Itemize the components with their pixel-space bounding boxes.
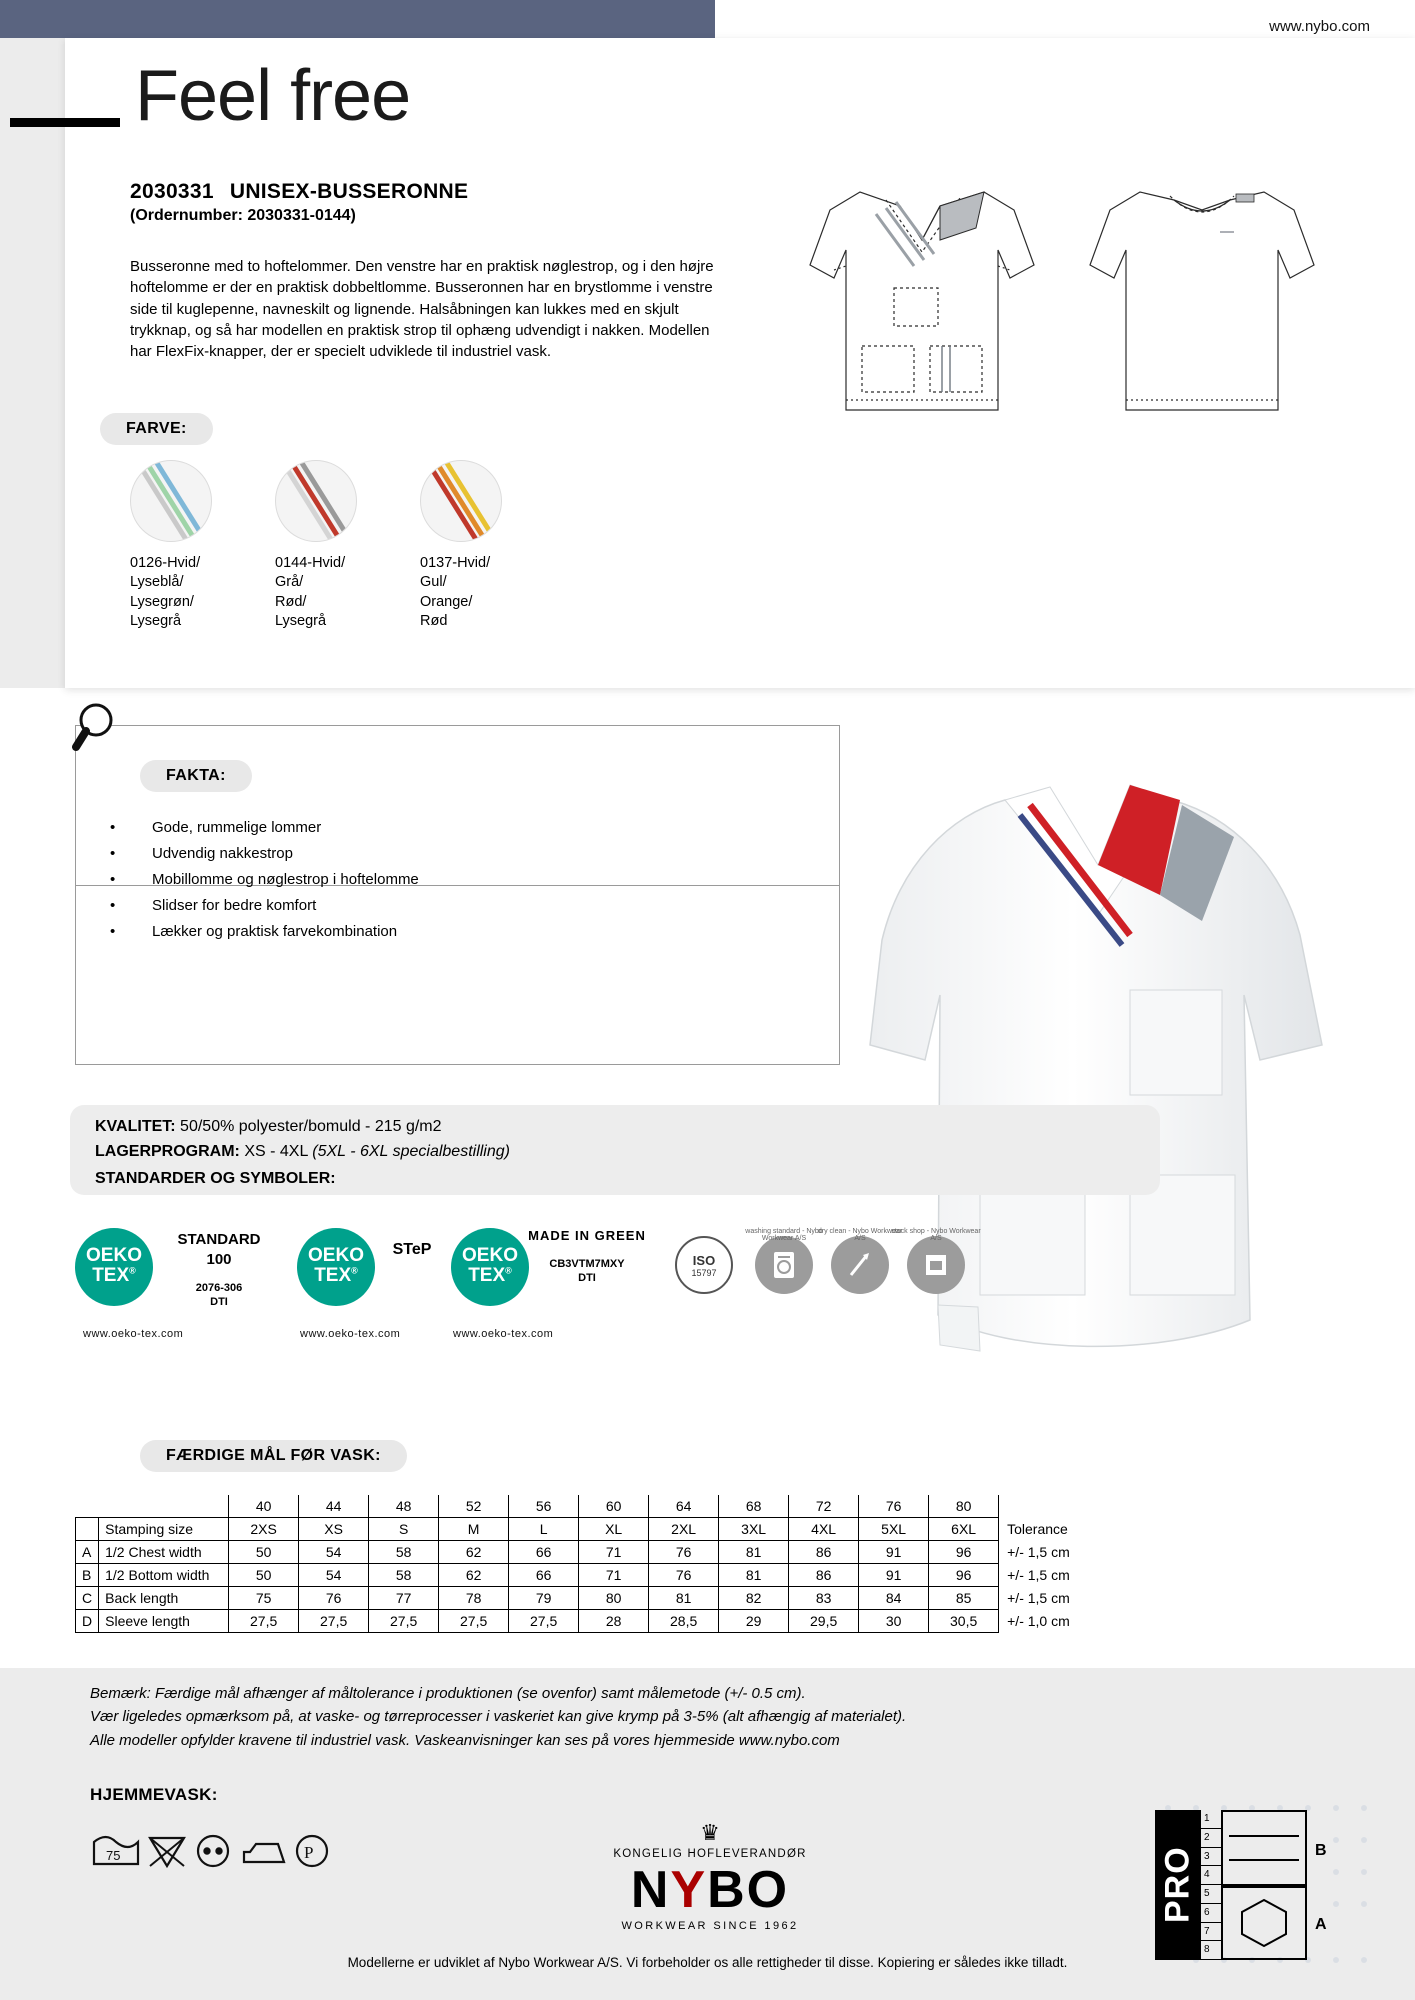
color-swatch-item[interactable] [130,460,235,631]
table-cell-value: 80 [579,1587,649,1610]
technical-drawing-back [1070,170,1330,440]
stock-shop-icon [907,1236,965,1294]
table-cell-rowletter: B [76,1564,99,1587]
colors-heading: FARVE: [100,413,213,445]
wash-care-icons [88,1820,338,1880]
table-cell-value: 28 [579,1610,649,1633]
logo-dash [10,118,120,127]
table-cell-tolerance: +/- 1,5 cm [1007,1567,1070,1583]
fakta-item-label: Slidser for bedre komfort [152,896,317,914]
standarder-label: STANDARDER OG SYMBOLER: [95,1170,336,1187]
fakta-item: • Lækker og praktisk farvekombination [110,922,398,940]
dry-clean-icon [831,1236,889,1294]
table-row [76,1541,1077,1564]
product-name: UNISEX-BUSSERONNE [229,180,469,203]
washing-machine-icon [755,1236,813,1294]
brand-part-1: N [630,1861,671,1919]
remark-line-2: Vær ligeledes opmærksom på, at vaske- og tørreprocesser i vaskeriet kan give krymp på 3-5% (alt afhængig af materialet). [90,1708,907,1726]
step-label: STeP [392,1241,432,1258]
table-cell-empty [999,1495,1077,1518]
made-in-green-label: MADE IN GREEN [528,1228,646,1243]
table-cell-value: 76 [299,1587,369,1610]
table-cell-size-number: 56 [509,1495,579,1518]
color-line: Rød [420,612,448,629]
oeko-tex-icon-2 [297,1228,375,1306]
table-cell-value: 54 [299,1564,369,1587]
nybo-logo [590,1820,830,1932]
measurements-heading: FÆRDIGE MÅL FØR VASK: [140,1440,407,1472]
table-cell-value: 71 [579,1564,649,1587]
pro-number: 8 [1201,1941,1221,1960]
lager-value: XS - 4XL [244,1143,308,1160]
standards-logo-row [75,1220,981,1340]
made-in-green-dti: DTI [578,1272,596,1285]
iso-15797-icon [675,1236,733,1294]
table-row [76,1587,1077,1610]
top-dark-bar [0,0,715,38]
oeko-tex-icon-3 [451,1228,529,1306]
oeko-line2: TEX® [468,1264,512,1286]
table-cell-value: 81 [649,1587,719,1610]
table-cell-value: 85 [929,1587,999,1610]
iso-number: 15797 [691,1267,717,1278]
oeko-line2: TEX® [314,1264,358,1286]
table-cell-value: 27,5 [229,1610,299,1633]
table-cell-rowletter [76,1518,99,1541]
made-in-green-code: CB3VTM7MXY [549,1257,625,1270]
quality-line [95,1170,336,1188]
nybo-brand-name [590,1861,830,1919]
quality-line [95,1118,442,1136]
table-cell-value: 27,5 [299,1610,369,1633]
table-cell-value: 96 [929,1564,999,1587]
color-swatch-0126[interactable] [130,460,212,542]
technical-drawing-front [790,170,1050,440]
table-cell-value: 50 [229,1564,299,1587]
table-cell-stamping: 3XL [719,1518,789,1541]
table-cell-value: 77 [369,1587,439,1610]
fakta-item: • Mobillomme og nøglestrop i hoftelomme [110,870,419,888]
table-cell-size-number: 68 [719,1495,789,1518]
pro-word: PRO [1155,1810,1201,1960]
made-in-green-text [527,1228,647,1285]
brand-part-accent: Y [670,1861,708,1919]
table-cell-value: 91 [859,1564,929,1587]
table-cell-label: Back length [99,1587,229,1610]
table-cell-label: 1/2 Bottom width [99,1564,229,1587]
product-number: 2030331 [130,180,214,203]
remark-line-1: Bemærk: Færdige mål afhænger af måltolerance i produktionen (se ovenfor) samt målemetode (+/- 0.5 cm). [90,1685,806,1702]
pro-number: 6 [1201,1904,1221,1923]
table-cell-value: 28,5 [649,1610,719,1633]
pro-number-column [1201,1810,1221,1960]
table-cell-label: 1/2 Chest width [99,1541,229,1564]
table-cell-size-number: 60 [579,1495,649,1518]
table-cell-stamping: XS [299,1518,369,1541]
table-cell-stamping: XL [579,1518,649,1541]
table-cell-value: 29 [719,1610,789,1633]
standard-code: 2076-306 [195,1282,243,1294]
oeko-line1: OEKO [86,1245,142,1266]
color-line: Rød/ [275,593,307,610]
color-line: Lysegrøn/ [130,593,194,610]
color-line: Lyseblå/ [130,574,184,591]
color-code: 0144-Hvid/ [275,555,346,571]
table-cell-stamping: 2XL [649,1518,719,1541]
table-cell-value: 78 [439,1587,509,1610]
color-swatch-item[interactable] [420,460,525,631]
color-line: Lysegrå [275,612,327,629]
color-label-0126 [130,554,235,631]
table-cell-rowletter: D [76,1610,99,1633]
oeko-line1: OEKO [462,1245,518,1266]
table-cell-value: 50 [229,1541,299,1564]
stock-shop-icon-caption: stock shop - Nybo Workwear A/S [891,1228,981,1242]
table-row [76,1564,1077,1587]
kvalitet-label: KVALITET: [95,1118,176,1135]
table-cell-stamping: 2XS [229,1518,299,1541]
oeko-url-2: www.oeko-tex.com [300,1328,401,1340]
svg-text:P: P [304,1843,314,1862]
table-cell-value: 86 [789,1541,859,1564]
table-cell-value: 71 [579,1541,649,1564]
table-cell-value: 27,5 [439,1610,509,1633]
fakta-heading-pill [140,760,252,792]
table-cell-value: 27,5 [369,1610,439,1633]
table-cell-label: Sleeve length [99,1610,229,1633]
fakta-item: • Udvendig nakkestrop [110,844,293,862]
table-cell-stamping: S [369,1518,439,1541]
pro-label-a: A [1315,1916,1327,1933]
table-cell-empty [76,1495,99,1518]
product-photo [830,745,1390,1415]
magnifier-icon [72,700,132,760]
crown-icon: ♛ [700,1820,720,1845]
table-cell-value: 86 [789,1564,859,1587]
table-cell-value: 91 [859,1541,929,1564]
table-cell-stamping-label: Stamping size [99,1518,229,1541]
pro-label-b: B [1315,1842,1327,1859]
color-swatch-list [130,460,525,631]
table-cell-value: 96 [929,1541,999,1564]
standard-dti: DTI [210,1296,228,1309]
table-row-top-numbers [76,1495,1077,1518]
oeko-tex-icon-1 [75,1228,153,1306]
measurements-table [75,1495,1077,1633]
footer-note: Modellerne er udviklet af Nybo Workwear A/S. Vi forbeholder os alle rettigheder til disse. Kopiering er således ikke tilladt. [347,1955,1068,1970]
table-cell-value: 27,5 [509,1610,579,1633]
kvalitet-value: 50/50% polyester/bomuld - 215 g/m2 [180,1118,442,1135]
table-cell-tolerance: +/- 1,5 cm [1007,1590,1070,1606]
fakta-item: • Slidser for bedre komfort [110,896,317,914]
table-cell-value: 62 [439,1564,509,1587]
table-cell-empty [99,1495,229,1518]
measurements-heading-pill [140,1440,407,1472]
color-swatch-0144[interactable] [275,460,357,542]
fakta-list [110,815,419,945]
table-cell-value: 29,5 [789,1610,859,1633]
table-cell-size-number: 40 [229,1495,299,1518]
table-cell-stamping: 6XL [929,1518,999,1541]
color-swatch-item[interactable] [275,460,380,631]
table-cell-value: 62 [439,1541,509,1564]
fakta-item-label: Gode, rummelige lommer [152,819,322,836]
color-line: Lysegrå [130,612,182,629]
table-cell-value: 75 [229,1587,299,1610]
table-cell-size-number: 44 [299,1495,369,1518]
brand-title: Feel free [135,56,411,136]
table-cell-rowletter: A [76,1541,99,1564]
table-cell-size-number: 80 [929,1495,999,1518]
table-cell-value: 79 [509,1587,579,1610]
table-cell-value: 76 [649,1564,719,1587]
pro-number: 5 [1201,1885,1221,1904]
product-description: Busseronne med to hoftelommer. Den venstre har en praktisk nøglestrop, og i den højre hoftelomme er der en praktisk dobbeltlomme. Busseronnen har en brystlomme i venstre side til kuglepenne, navneskilt og lignende. Halsåbningen kan lukkes med en skjult trykknap, og så har modellen en praktisk strop til ophæng udvendigt i nakken. Modellen har FlexFix-knapper, der er specielt udviklede til industriel vask. [130,258,714,361]
washing-icon-caption: washing standard - Nybo Workwear A/S [745,1228,823,1242]
standard-100-text [159,1230,279,1310]
table-cell-value: 54 [299,1541,369,1564]
table-cell-value: 58 [369,1564,439,1587]
table-cell-value: 30 [859,1610,929,1633]
table-cell-stamping: 5XL [859,1518,929,1541]
color-code: 0137-Hvid/ [420,555,491,571]
color-label-0137 [420,554,525,631]
color-line: Gul/ [420,574,447,591]
fakta-item-label: Mobillomme og nøglestrop i hoftelomme [152,870,419,888]
fakta-item-label: Udvendig nakkestrop [152,844,293,862]
table-cell-value: 66 [509,1564,579,1587]
brand-part-2: BO [707,1861,790,1919]
table-cell-value: 81 [719,1541,789,1564]
table-cell-tolerance: +/- 1,0 cm [1007,1613,1070,1629]
remark-band [0,1668,1415,1760]
standard-100: 100 [206,1250,232,1268]
remark-line-3: Alle modeller opfylder kravene til industriel vask. Vaskeanvisninger kan ses på vores hjemmeside www.nybo.com [90,1731,840,1749]
table-cell-value: 83 [789,1587,859,1610]
pro-number: 7 [1201,1923,1221,1942]
table-cell-stamping: L [509,1518,579,1541]
iso-label: ISO [692,1252,716,1268]
table-cell-value: 84 [859,1587,929,1610]
product-title [130,180,468,204]
color-swatch-0137[interactable] [420,460,502,542]
kongelig-hofleverandoer-label: KONGELIG HOFLEVERANDØR [613,1848,807,1860]
pro-number: 1 [1201,1810,1221,1829]
svg-text:75: 75 [106,1848,121,1863]
colors-heading-pill [100,413,213,445]
standard-title: STANDARD [177,1231,261,1248]
table-row [76,1610,1077,1633]
table-cell-value: 76 [649,1541,719,1564]
nybo-since-label: WORKWEAR SINCE 1962 [621,1920,799,1932]
home-wash-heading: HJEMMEVASK: [90,1785,218,1804]
oeko-line1: OEKO [308,1245,364,1266]
table-cell-size-number: 64 [649,1495,719,1518]
fakta-heading: FAKTA: [140,760,252,792]
lager-label: LAGERPROGRAM: [95,1143,240,1160]
table-cell-size-number: 76 [859,1495,929,1518]
pro-number: 3 [1201,1848,1221,1867]
pro-label-box [1155,1810,1355,1960]
oeko-line2: TEX® [92,1264,136,1286]
fakta-item: • Gode, rummelige lommer [110,819,322,836]
table-cell-value: 66 [509,1541,579,1564]
table-cell-value: 30,5 [929,1610,999,1633]
remark-text [90,1682,1330,1752]
pro-number: 2 [1201,1829,1221,1848]
table-cell-value: 81 [719,1564,789,1587]
color-label-0144 [275,554,380,631]
table-cell-value: 82 [719,1587,789,1610]
oeko-url-3: www.oeko-tex.com [453,1328,554,1340]
quality-line [95,1143,510,1161]
color-line: Grå/ [275,574,304,591]
oeko-url-1: www.oeko-tex.com [83,1328,184,1340]
color-line: Orange/ [420,593,473,610]
pro-number: 4 [1201,1866,1221,1885]
pro-cell-b [1221,1810,1307,1886]
table-cell-rowletter: C [76,1587,99,1610]
table-cell-tolerance: +/- 1,5 cm [1007,1544,1070,1560]
table-cell-size-number: 48 [369,1495,439,1518]
table-cell-stamping: 4XL [789,1518,859,1541]
table-cell-stamping: M [439,1518,509,1541]
pro-cell-a [1221,1886,1307,1960]
table-cell-size-number: 72 [789,1495,859,1518]
iron-icon [244,1844,284,1862]
tumble-dry-icon [198,1836,228,1866]
color-code: 0126-Hvid/ [130,555,201,571]
dry-clean-icon-caption: dry clean - Nybo Workwear A/S [817,1228,903,1242]
website-url: www.nybo.com [1269,18,1370,35]
table-row-stamping [76,1518,1077,1541]
left-grey-strip [0,38,65,688]
fakta-item-label: Lækker og praktisk farvekombination [152,922,398,940]
table-cell-tolerance-header: Tolerance [1007,1521,1068,1537]
lager-note: (5XL - 6XL specialbestilling) [312,1143,510,1160]
order-number: (Ordernumber: 2030331-0144) [130,207,356,224]
table-cell-size-number: 52 [439,1495,509,1518]
table-cell-value: 58 [369,1541,439,1564]
